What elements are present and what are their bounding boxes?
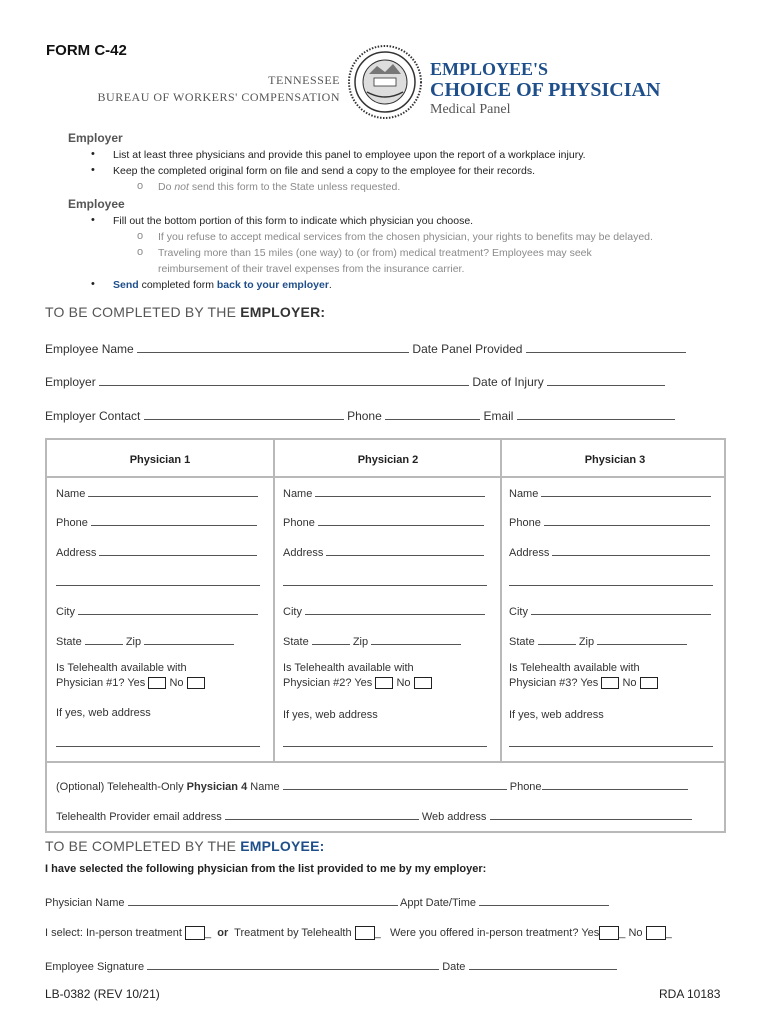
p3-name-row	[509, 485, 711, 500]
p3-phone-field[interactable]	[544, 514, 710, 526]
p3-phone-row	[509, 514, 710, 529]
p3-zip-field[interactable]	[597, 633, 687, 645]
p2-address2-row	[283, 574, 487, 589]
send-instruction: Send completed form back to your employer.	[113, 279, 332, 291]
phone-label: Phone	[509, 781, 542, 793]
p1-address2-row	[56, 574, 260, 589]
tele-physician-label: Physician #2?	[283, 677, 352, 689]
physician-name-row	[45, 894, 609, 909]
bullet-icon: •	[91, 148, 95, 160]
bureau-line-2: BUREAU OF WORKERS' COMPENSATION	[97, 90, 340, 104]
form-title	[430, 60, 660, 119]
employer-section-title: TO BE COMPLETED BY THE EMPLOYER:	[45, 304, 326, 320]
p3-city-row	[509, 603, 711, 618]
zip-label: Zip	[352, 636, 369, 648]
web-address-label: Web address	[421, 811, 487, 823]
instruction-subitem: If you refuse to accept medical services from the chosen physician, your rights to benefits may be delayed.	[158, 231, 653, 243]
p2-address-row	[283, 544, 484, 559]
p1-tele-question: Is Telehealth available with	[56, 662, 187, 674]
employer-email-field[interactable]	[517, 408, 675, 420]
instruction-item: Keep the completed original form on file and send a copy to the employee for their records.	[113, 165, 535, 177]
optional-label: (Optional) Telehealth-Only	[56, 781, 187, 793]
employee-name-row	[45, 341, 686, 356]
p2-tele-question: Is Telehealth available with	[283, 662, 414, 674]
instruction-item: Fill out the bottom portion of this form to indicate which physician you choose.	[113, 215, 474, 227]
employer-contact-row	[45, 408, 675, 423]
p3-name-field[interactable]	[541, 485, 711, 497]
p1-web-row	[56, 735, 260, 750]
column-divider	[500, 440, 502, 761]
p2-web-field[interactable]	[283, 735, 487, 747]
p2-address2-field[interactable]	[283, 574, 487, 586]
p3-address-row	[509, 544, 710, 559]
date-panel-field[interactable]	[526, 341, 686, 353]
no-label: No	[169, 677, 184, 689]
p2-zip-field[interactable]	[371, 633, 461, 645]
employer-instructions-heading: Employer	[68, 131, 123, 145]
bullet-icon: •	[91, 164, 95, 176]
p1-address2-field[interactable]	[56, 574, 260, 586]
optional-physician-row	[56, 778, 688, 793]
p3-address2-row	[509, 574, 713, 589]
signature-date-field[interactable]	[469, 958, 617, 970]
p3-state-field[interactable]	[538, 633, 576, 645]
p4-phone-field[interactable]	[542, 778, 688, 790]
p2-phone-field[interactable]	[318, 514, 484, 526]
sub-bullet-icon: o	[137, 230, 144, 242]
p1-web-field[interactable]	[56, 735, 260, 747]
employee-section-title: TO BE COMPLETED BY THE EMPLOYEE:	[45, 838, 325, 854]
title-line-1: EMPLOYEE'S	[430, 59, 549, 79]
p1-phone-row	[56, 514, 257, 529]
bullet-icon: •	[91, 214, 95, 226]
p3-state-row	[509, 633, 687, 648]
phone-label: Phone	[56, 517, 88, 529]
city-label: City	[509, 606, 528, 618]
optional-physician-label: Physician 4	[186, 781, 248, 793]
date-panel-label: Date Panel Provided	[412, 342, 523, 356]
p1-city-row	[56, 603, 258, 618]
p3-city-field[interactable]	[531, 603, 711, 615]
title-line-3: Medical Panel	[430, 102, 511, 117]
appt-field[interactable]	[479, 894, 609, 906]
yes-label: Yes	[354, 677, 373, 689]
yes-label: Yes	[580, 677, 599, 689]
physician-name-field[interactable]	[128, 894, 398, 906]
date-injury-field[interactable]	[547, 374, 665, 386]
p1-zip-field[interactable]	[144, 633, 234, 645]
bureau-line-1: TENNESSEE	[268, 73, 340, 87]
p1-city-field[interactable]	[78, 603, 258, 615]
p3-tele-row	[509, 677, 658, 689]
name-label: Name	[283, 488, 313, 500]
p1-address-row	[56, 544, 257, 559]
date-injury-label: Date of Injury	[472, 375, 544, 389]
instruction-subitem: Do not send this form to the State unless requested.	[158, 181, 401, 193]
p1-name-row	[56, 485, 258, 500]
web-address-field[interactable]	[490, 808, 692, 820]
date-label: Date	[442, 961, 466, 973]
employee-instructions-heading: Employee	[68, 197, 125, 211]
p2-web-label: If yes, web address	[283, 709, 378, 721]
p2-phone-row	[283, 514, 484, 529]
p1-state-field[interactable]	[85, 633, 123, 645]
offered-yes-checkbox[interactable]	[599, 926, 619, 940]
yes-label: Yes	[581, 926, 600, 939]
rda-number: RDA 10183	[659, 987, 721, 1001]
physician-2-header: Physician 2	[357, 454, 419, 466]
name-label: Name	[56, 488, 86, 500]
physician-3-header: Physician 3	[584, 454, 646, 466]
physician-name-label: Physician Name	[45, 897, 125, 909]
instruction-subitem: Traveling more than 15 miles (one way) to (or from) medical treatment? Employees may seek	[158, 247, 592, 259]
p1-tele-no-checkbox[interactable]	[187, 677, 205, 689]
zip-label: Zip	[578, 636, 595, 648]
city-label: City	[56, 606, 75, 618]
form-revision: LB-0382 (REV 10/21)	[45, 987, 160, 1001]
sub-bullet-icon: o	[137, 246, 144, 258]
email-label: Email	[483, 409, 514, 423]
in-person-checkbox[interactable]	[185, 926, 205, 940]
zip-label: Zip	[125, 636, 142, 648]
p2-tele-no-checkbox[interactable]	[414, 677, 432, 689]
p2-city-field[interactable]	[305, 603, 485, 615]
title-line-2: CHOICE OF PHYSICIAN	[430, 79, 661, 101]
instruction-subitem-cont: reimbursement of their travel expenses from the insurance carrier.	[158, 263, 465, 275]
tele-email-label: Telehealth Provider email address	[56, 811, 222, 823]
state-label: State	[56, 636, 82, 648]
p2-tele-yes-checkbox[interactable]	[375, 677, 393, 689]
tele-physician-label: Physician #1?	[56, 677, 125, 689]
employee-name-field[interactable]	[137, 341, 409, 353]
p2-tele-row	[283, 677, 432, 689]
p1-name-field[interactable]	[88, 485, 258, 497]
p1-tele-row	[56, 677, 205, 689]
no-label: No	[396, 677, 411, 689]
p3-address-field[interactable]	[552, 544, 710, 556]
offered-label: Were you offered in-person treatment?	[389, 926, 579, 939]
p1-web-label: If yes, web address	[56, 707, 151, 719]
state-label: State	[509, 636, 535, 648]
signature-row	[45, 958, 617, 973]
bullet-icon: •	[91, 278, 95, 290]
p4-name-field[interactable]	[283, 778, 507, 790]
p2-city-row	[283, 603, 485, 618]
employer-contact-field[interactable]	[144, 408, 344, 420]
p3-web-field[interactable]	[509, 735, 713, 747]
yes-label: Yes	[127, 677, 146, 689]
p1-state-row	[56, 633, 234, 648]
phone-label: Phone	[283, 517, 315, 529]
p1-phone-field[interactable]	[91, 514, 257, 526]
p1-address-field[interactable]	[99, 544, 257, 556]
employer-row	[45, 374, 665, 389]
p3-tele-no-checkbox[interactable]	[640, 677, 658, 689]
offered-no-checkbox[interactable]	[646, 926, 666, 940]
p2-name-row	[283, 485, 485, 500]
phone-label: Phone	[347, 409, 382, 423]
employer-label: Employer	[45, 375, 96, 389]
p2-state-row	[283, 633, 461, 648]
telehealth-label: Treatment by Telehealth	[234, 926, 352, 939]
form-id: FORM C-42	[46, 42, 127, 59]
no-label: No	[622, 677, 637, 689]
address-label: Address	[283, 547, 324, 559]
p2-name-field[interactable]	[315, 485, 485, 497]
employer-field[interactable]	[99, 374, 469, 386]
optional-divider	[47, 761, 724, 763]
tele-email-row	[56, 808, 692, 823]
p3-tele-yes-checkbox[interactable]	[601, 677, 619, 689]
physician-panel	[45, 438, 726, 833]
state-seal-icon	[347, 44, 423, 120]
address-label: Address	[509, 547, 550, 559]
physician-1-header: Physician 1	[129, 454, 191, 466]
p3-address2-field[interactable]	[509, 574, 713, 586]
p3-web-row	[509, 735, 713, 750]
p3-tele-question: Is Telehealth available with	[509, 662, 640, 674]
optional-name-label: Name	[247, 781, 280, 793]
selection-statement: I have selected the following physician from the list provided to me by my employer:	[45, 863, 487, 875]
p1-tele-yes-checkbox[interactable]	[148, 677, 166, 689]
employer-phone-field[interactable]	[385, 408, 480, 420]
phone-label: Phone	[509, 517, 541, 529]
sub-bullet-icon: o	[137, 180, 144, 192]
p2-address-field[interactable]	[326, 544, 484, 556]
no-label: No	[628, 926, 643, 939]
p2-web-row	[283, 735, 487, 750]
tele-email-field[interactable]	[225, 808, 419, 820]
instruction-item: List at least three physicians and provide this panel to employee upon the report of a workplace injury.	[113, 149, 586, 161]
state-label: State	[283, 636, 309, 648]
bureau-name	[92, 72, 340, 106]
tele-physician-label: Physician #3?	[509, 677, 578, 689]
signature-field[interactable]	[147, 958, 439, 970]
p3-web-label: If yes, web address	[509, 709, 604, 721]
treatment-select-row: I select: In-person treatment _ or Treatment by Telehealth _ Were you offered in-person treatment? Yes _ No _	[45, 926, 672, 939]
or-label: or	[217, 926, 229, 939]
column-divider	[273, 440, 275, 761]
telehealth-checkbox[interactable]	[355, 926, 375, 940]
city-label: City	[283, 606, 302, 618]
address-label: Address	[56, 547, 97, 559]
employer-contact-label: Employer Contact	[45, 409, 141, 423]
name-label: Name	[509, 488, 539, 500]
appt-label: Appt Date/Time	[400, 897, 477, 909]
p2-state-field[interactable]	[312, 633, 350, 645]
signature-label: Employee Signature	[45, 961, 145, 973]
in-person-label: I select: In-person treatment	[45, 926, 182, 939]
header-divider	[47, 476, 724, 478]
employee-name-label: Employee Name	[45, 342, 134, 356]
